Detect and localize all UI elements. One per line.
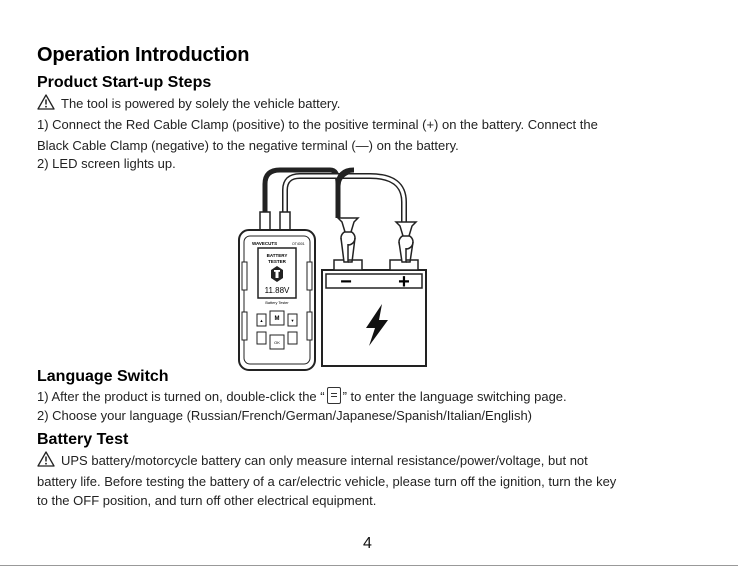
key-ok: OK [274,340,280,345]
black-clamp [338,218,358,262]
battery-plus-label: + [398,271,410,293]
language-step2: 2) Choose your language (Russian/French/German/Japanese/Spanish/Italian/English) [37,408,533,423]
page-number: 4 [363,535,372,552]
battery-minus-label: − [340,271,352,293]
language-step1-before: 1) After the product is turned on, double-click the “ [37,389,325,404]
battery-test-heading: Battery Test [37,431,129,448]
screen-line2: TESTER [268,259,286,264]
screen-line1: BATTERY [266,253,288,258]
red-cable-outline [285,176,404,224]
screen-voltage: 11.88V [264,286,290,295]
device-brand: WAVECUTS [252,241,278,246]
startup-step2: 2) LED screen lights up. [37,156,176,171]
car-battery [322,260,426,366]
startup-step1-line2: Black Cable Clamp (negative) to the negative terminal (—) on the battery. [37,138,459,153]
language-heading: Language Switch [37,368,169,385]
red-cable [285,176,404,224]
device-model: OT4001 [292,242,305,246]
startup-step1-line1: 1) Connect the Red Cable Clamp (positive) to the positive terminal (+) on the battery. Connect the [37,117,598,132]
device-footer: Battery Tester [265,301,289,305]
key-down: ▼ [290,318,295,323]
startup-warning-text: The tool is powered by solely the vehicle battery. [61,96,341,111]
warning-icon [37,451,55,467]
battery-test-line1-text: UPS battery/motorcycle battery can only measure internal resistance/power/voltage, but not [61,453,588,468]
battery-test-line2: battery life. Before testing the battery of a car/electric vehicle, please turn off the ignition, turn the key [37,474,617,489]
menu-key-icon [327,387,341,404]
red-clamp [396,222,416,262]
connection-illustration [230,162,450,376]
startup-warning [37,93,340,114]
language-step1-after: ” to enter the language switching page. [342,389,567,404]
page-bottom-rule [0,565,738,566]
warning-icon [37,94,55,110]
key-menu: M [274,316,280,322]
startup-heading: Product Start-up Steps [37,74,212,91]
page-title: Operation Introduction [37,44,250,66]
key-up: ▲ [259,318,264,323]
battery-tester-device-icon [239,230,315,370]
battery-test-line3: to the OFF position, and turn off other electrical equipment. [37,493,377,508]
language-step1 [37,386,567,407]
battery-test-line1 [37,450,588,471]
